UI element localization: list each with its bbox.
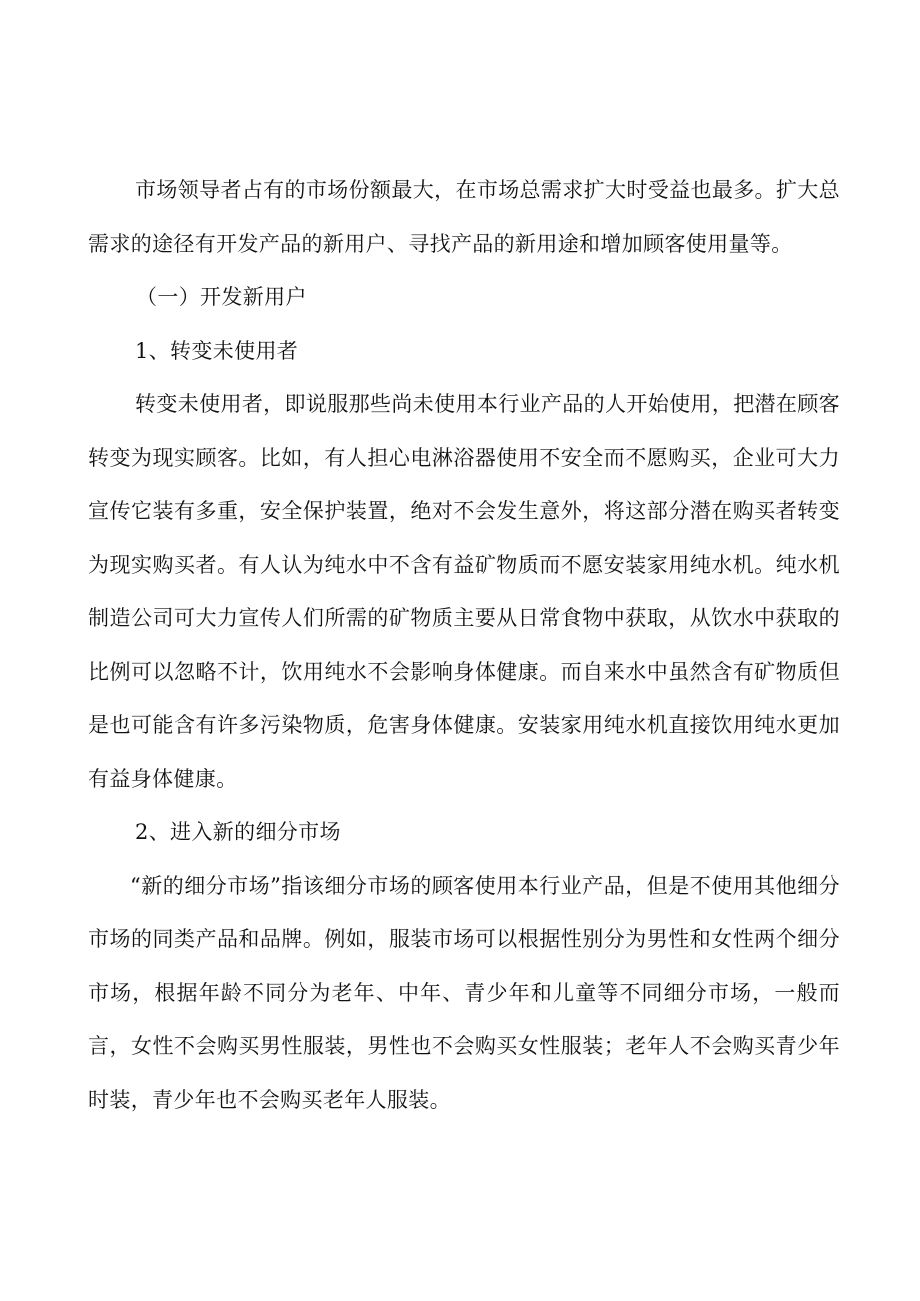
convert-non-users-paragraph: 转变未使用者，即说服那些尚未使用本行业产品的人开始使用，把潜在顾客转变为现实顾客。比如，有人担心电淋浴器使用不安全而不愿购买，企业可大力宣传它装有多重，安全保护装置，绝对不会发生意外，将这部分潜在购买者转变为现实购买者。有人认为纯水中不含有益矿物质而不愿安装家用纯水机。纯水机制造公司可大力宣传人们所需的矿物质主要从日常食物中获取，从饮水中获取的比例可以忽略不计，饮用纯水不会影响身体健康。而自来水中虽然含有矿物质但是也可能含有许多污染物质，危害身体健康。安装家用纯水机直接饮用纯水更加有益身体健康。 xyxy=(88,392,840,791)
section-heading-develop-new-users: （一）开发新用户 xyxy=(136,285,307,309)
document-body xyxy=(88,164,840,1127)
new-segments-paragraph: “新的细分市场”指该细分市场的顾客使用本行业产品，但是不使用其他细分市场的同类产品和品牌。例如，服装市场可以根据性别分为男性和女性两个细分市场，根据年龄不同分为老年、中年、青少年和儿童等不同细分市场，一般而言，女性不会购买男性服装，男性也不会购买女性服装；老年人不会购买青少年时装，青少年也不会购买老年人服装。 xyxy=(88,873,840,1112)
subsection-heading-enter-new-segments: 2、进入新的细分市场 xyxy=(135,820,341,844)
subsection-heading-convert-non-users: 1、转变未使用者 xyxy=(135,338,299,363)
intro-paragraph: 市场领导者占有的市场份额最大，在市场总需求扩大时受益也最多。扩大总需求的途径有开发产品的新用户、寻找产品的新用途和增加顾客使用量等。 xyxy=(88,178,840,256)
